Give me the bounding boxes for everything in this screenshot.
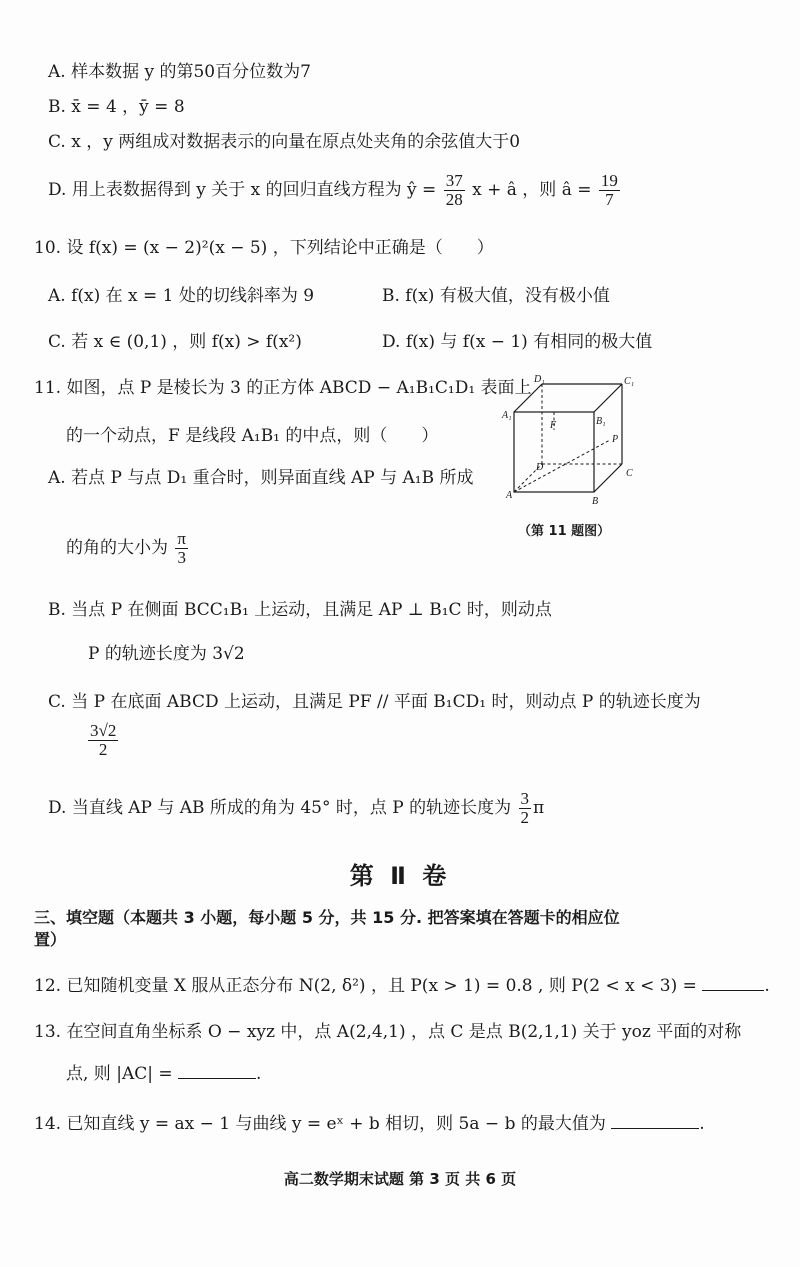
q10-option-b: B. f(x) 有极大值，没有极小值 <box>382 286 610 306</box>
q9-d-fraction: $\frac{37}{28}$ <box>445 171 463 209</box>
label-c: C <box>626 468 633 479</box>
label-f: F <box>550 420 557 431</box>
q10-option-c: C. 若 x ∈ (0,1) ，则 f(x) > f(x²) <box>48 332 302 352</box>
q11-option-a-line2: 的角的大小为 $\frac{\pi}{3}$ <box>66 529 186 567</box>
q11-d-fraction: $\frac{3}{2}$ <box>520 789 530 827</box>
q9-d-mid: x + â ，则 â = <box>472 180 592 200</box>
q11-stem-line2: 的一个动点，F 是线段 A₁B₁ 的中点，则（ ） <box>66 426 439 446</box>
label-b1: B₁ <box>596 416 606 427</box>
q14-answer-blank[interactable] <box>611 1110 699 1129</box>
q9-d-answer-fraction: $\frac{19}{7}$ <box>600 171 618 209</box>
q13-line2: 点, 则 |AC| = . <box>66 1060 261 1086</box>
q10-option-a: A. f(x) 在 x = 1 处的切线斜率为 9 <box>48 286 315 306</box>
q9-option-c: C. x ，y 两组成对数据表示的向量在原点处夹角的余弦值大于0 <box>48 132 521 152</box>
q11-option-a-line1: A. 若点 P 与点 D₁ 重合时，则异面直线 AP 与 A₁B 所成 <box>48 468 474 488</box>
label-b: B <box>592 496 599 507</box>
label-a1: A₁ <box>502 410 512 421</box>
label-d: D <box>536 462 544 473</box>
q11-option-c-line1: C. 当 P 在底面 ABCD 上运动，且满足 PF // 平面 B₁CD₁ 时，则动点 P 的轨迹长度为 <box>48 692 701 712</box>
q11-stem-line1: 11. 如图，点 P 是棱长为 3 的正方体 ABCD − A₁B₁C₁D₁ 表面上 <box>34 378 532 398</box>
q11-option-b-line1: B. 当点 P 在侧面 BCC₁B₁ 上运动，且满足 AP ⊥ B₁C 时，则动点 <box>48 600 552 620</box>
q9-option-d <box>48 172 622 209</box>
label-c1: C₁ <box>624 376 635 387</box>
q13-line1: 13. 在空间直角坐标系 O − xyz 中，点 A(2,4,1) ，点 C 是点 B(2,1,1) 关于 yoz 平面的对称 <box>34 1022 742 1042</box>
q9-d-text: D. 用上表数据得到 y 关于 x 的回归直线方程为 ŷ = <box>48 180 437 200</box>
figure-caption: （第 11 题图） <box>518 524 611 539</box>
section-3-heading-line1: 三、填空题（本题共 3 小题，每小题 5 分，共 15 分. 把答案填在答题卡的相应位 <box>34 908 620 927</box>
q11-c-fraction: $\frac{3√2}{2}$ <box>90 721 117 759</box>
segment-ap <box>514 440 610 492</box>
q11-option-c-fraction-line <box>86 722 120 759</box>
page-footer: 高二数学期末试题 第 3 页 共 6 页 <box>283 1170 517 1188</box>
q13-answer-blank[interactable] <box>178 1060 256 1079</box>
q11-option-d: D. 当直线 AP 与 AB 所成的角为 45° 时，点 P 的轨迹长度为 $\frac{3}{2}$ π <box>48 789 545 827</box>
label-p: P <box>612 434 619 445</box>
q12: 12. 已知随机变量 X 服从正态分布 N(2, δ²) ，且 P(x > 1) = 0.8 , 则 P(2 < x < 3) = . <box>34 972 770 998</box>
q10-stem: 10. 设 f(x) = (x − 2)²(x − 5) ，下列结论中正确是（ ） <box>34 238 494 258</box>
cube-figure <box>498 372 648 522</box>
q9-option-a: A. 样本数据 y 的第50百分位数为7 <box>48 62 311 82</box>
q14: 14. 已知直线 y = ax − 1 与曲线 y = eˣ + b 相切，则 5a − b 的最大值为 . <box>34 1110 705 1136</box>
label-a: A <box>506 490 513 501</box>
q9-option-b: B. x̄ = 4 ，ȳ = 8 <box>48 97 185 117</box>
q11-option-b-line2: P 的轨迹长度为 3√2 <box>88 644 245 664</box>
q12-answer-blank[interactable] <box>702 972 764 991</box>
section-3-heading-line2: 置） <box>34 930 67 949</box>
q10-option-d: D. f(x) 与 f(x − 1) 有相同的极大值 <box>382 332 653 352</box>
part-2-title: 第 Ⅱ 卷 <box>349 862 451 890</box>
label-d1: D₁ <box>534 374 545 385</box>
q11-a-fraction: $\frac{\pi}{3}$ <box>177 529 186 567</box>
